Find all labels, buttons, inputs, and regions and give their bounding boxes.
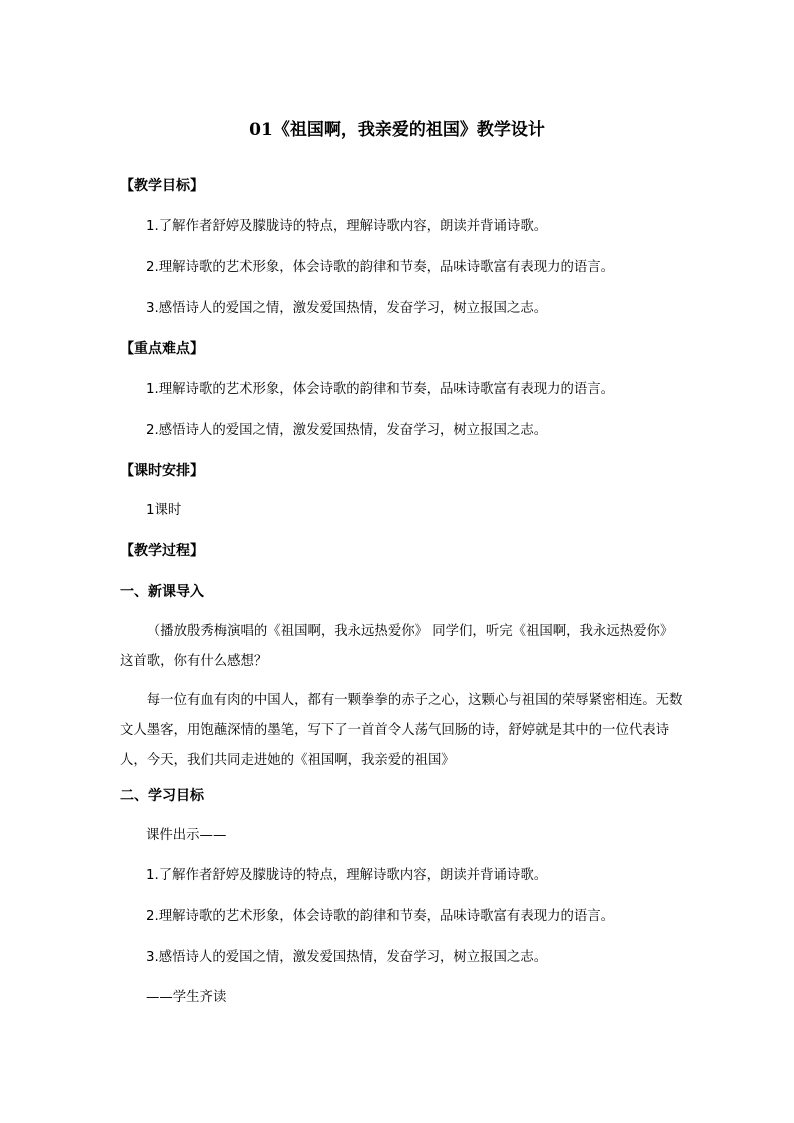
intro-paragraph-1: （播放殷秀梅演唱的《祖国啊，我永远热爱你》 同学们，听完《祖国啊，我永远热爱你》这首歌，你有什么感想？ — [120, 624, 674, 669]
students-read-note: ——学生齐读 — [146, 990, 227, 1005]
learning-goal-item-2: 2.理解诗歌的艺术形象，体会诗歌的韵律和节奏，品味诗歌富有表现力的语言。 — [146, 909, 615, 924]
teaching-goal-item-1: 1.了解作者舒婷及朦胧诗的特点，理解诗歌内容，朗读并背诵诗歌。 — [146, 219, 548, 234]
key-point-item-2: 2.感悟诗人的爱国之情，激发爱国热情，发奋学习，树立报国之志。 — [146, 423, 548, 438]
heading-process: 【教学过程】 — [120, 543, 204, 559]
heading-teaching-goals: 【教学目标】 — [120, 178, 204, 194]
heading-schedule: 【课时安排】 — [120, 463, 204, 479]
teaching-goal-item-3: 3.感悟诗人的爱国之情，激发爱国热情，发奋学习，树立报国之志。 — [146, 301, 548, 316]
courseware-intro: 课件出示—— — [146, 828, 227, 843]
heading-learning-goals: 二、学习目标 — [120, 788, 204, 804]
intro-paragraph-2: 每一位有血有肉的中国人，都有一颗拳拳的赤子之心，这颗心与祖国的荣辱紧密相连。无数文人墨客，用饱蘸深情的墨笔，写下了一首首令人荡气回肠的诗，舒婷就是其中的一位代表诗人，今天，我们共同走进她的《祖国啊，我亲爱的祖国》 — [120, 693, 683, 768]
learning-goal-item-3: 3.感悟诗人的爱国之情，激发爱国热情，发奋学习，树立报国之志。 — [146, 950, 548, 965]
heading-new-lesson-intro: 一、新课导入 — [120, 584, 204, 600]
schedule-text: 1课时 — [146, 503, 182, 518]
heading-key-points: 【重点难点】 — [120, 341, 204, 357]
teaching-goal-item-2: 2.理解诗歌的艺术形象，体会诗歌的韵律和节奏，品味诗歌富有表现力的语言。 — [146, 260, 615, 275]
learning-goal-item-1: 1.了解作者舒婷及朦胧诗的特点，理解诗歌内容，朗读并背诵诗歌。 — [146, 868, 548, 883]
key-point-item-1: 1.理解诗歌的艺术形象，体会诗歌的韵律和节奏，品味诗歌富有表现力的语言。 — [146, 382, 615, 397]
document-title: 01《祖国啊，我亲爱的祖国》教学设计 — [249, 120, 545, 140]
